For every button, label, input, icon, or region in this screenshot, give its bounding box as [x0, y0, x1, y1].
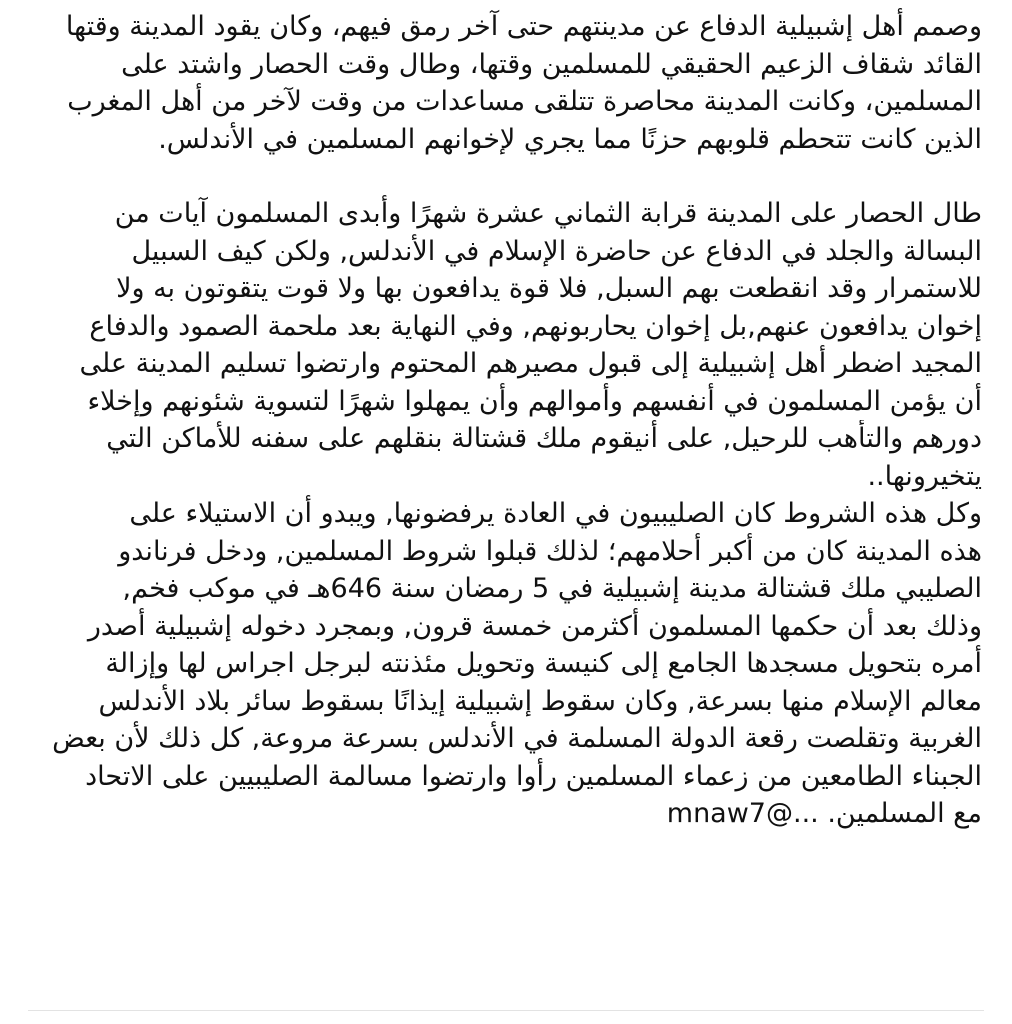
paragraph-1	[30, 8, 982, 158]
text-line: للاستمرار وقد انقطعت بهم السبل, فلا قوة يدافعون بها ولا قوت يتقوتون به ولا	[116, 273, 982, 304]
text-line: الغربية وتقلصت رقعة الدولة المسلمة في الأندلس بسرعة مروعة, كل ذلك لأن بعض	[52, 723, 982, 754]
text-line: الصليبي ملك قشتالة مدينة إشبيلية في 5 رمضان سنة 646هـ في موكب فخم,	[122, 573, 982, 604]
text-line: المجيد اضطر أهل إشبيلية إلى قبول مصيرهم المحتوم وارتضوا تسليم المدينة على	[79, 348, 982, 379]
text-line: إخوان يدافعون عنهم,بل إخوان يحاربونهم, وفي النهاية بعد ملحمة الصمود والدفاع	[89, 310, 982, 342]
text-line: الجبناء الطامعين من زعماء المسلمين رأوا وارتضوا مسالمة الصليبيين على الاتحاد	[85, 760, 982, 792]
text-line: هذه المدينة كان من أكبر أحلامهم؛ لذلك قبلوا شروط المسلمين, ودخل فرناندو	[118, 535, 982, 567]
text-line: أن يؤمن المسلمون في أنفسهم وأموالهم وأن يمهلوا شهرًا لتسوية شئونهم وإخلاء	[87, 385, 982, 417]
text-line: وذلك بعد أن حكمها المسلمون أكثرمن خمسة قرون, وبمجرد دخوله إشبيلية أصدر	[87, 610, 982, 642]
text-line: معالم الإسلام منها بسرعة, وكان سقوط إشبيلية إيذانًا بسقوط سائر بلاد الأندلس	[98, 685, 982, 717]
paragraph-spacer	[30, 158, 982, 195]
divider	[28, 1010, 984, 1011]
text-line: أمره بتحويل مسجدها الجامع إلى كنيسة وتحويل مئذنته لبرجل اجراس لها وإزالة	[105, 648, 982, 679]
text-line: الذين كانت تتحطم قلوبهم حزنًا مما يجري لإخوانهم المسلمين في الأندلس.	[158, 123, 982, 155]
text-line: وصمم أهل إشبيلية الدفاع عن مدينتهم حتى آخر رمق فيهم، وكان يقود المدينة وقتها	[65, 11, 982, 42]
article-text	[30, 8, 982, 984]
text-line: القائد شقاف الزعيم الحقيقي للمسلمين وقتها، وطال وقت الحصار واشتد على	[121, 48, 982, 80]
text-line-with-handle: مع المسلمين. ...@mnaw7	[666, 798, 982, 829]
text-line: يتخيرونها..	[867, 460, 982, 492]
text-line: البسالة والجلد في الدفاع عن حاضرة الإسلام في الأندلس, ولكن كيف السبيل	[131, 235, 982, 267]
paragraph-2	[30, 195, 982, 495]
text-line: طال الحصار على المدينة قرابة الثماني عشرة شهرًا وأبدى المسلمون آيات من	[114, 198, 982, 229]
text-line: دورهم والتأهب للرحيل, على أنيقوم ملك قشتالة بنقلهم على سفنه للأماكن التي	[106, 423, 982, 454]
paragraph-3	[30, 495, 982, 833]
text-line: وكل هذه الشروط كان الصليبيون في العادة يرفضونها, ويبدو أن الاستيلاء على	[129, 498, 982, 529]
text-line: المسلمين، وكانت المدينة محاصرة تتلقى مساعدات من وقت لآخر من أهل المغرب	[67, 86, 982, 117]
